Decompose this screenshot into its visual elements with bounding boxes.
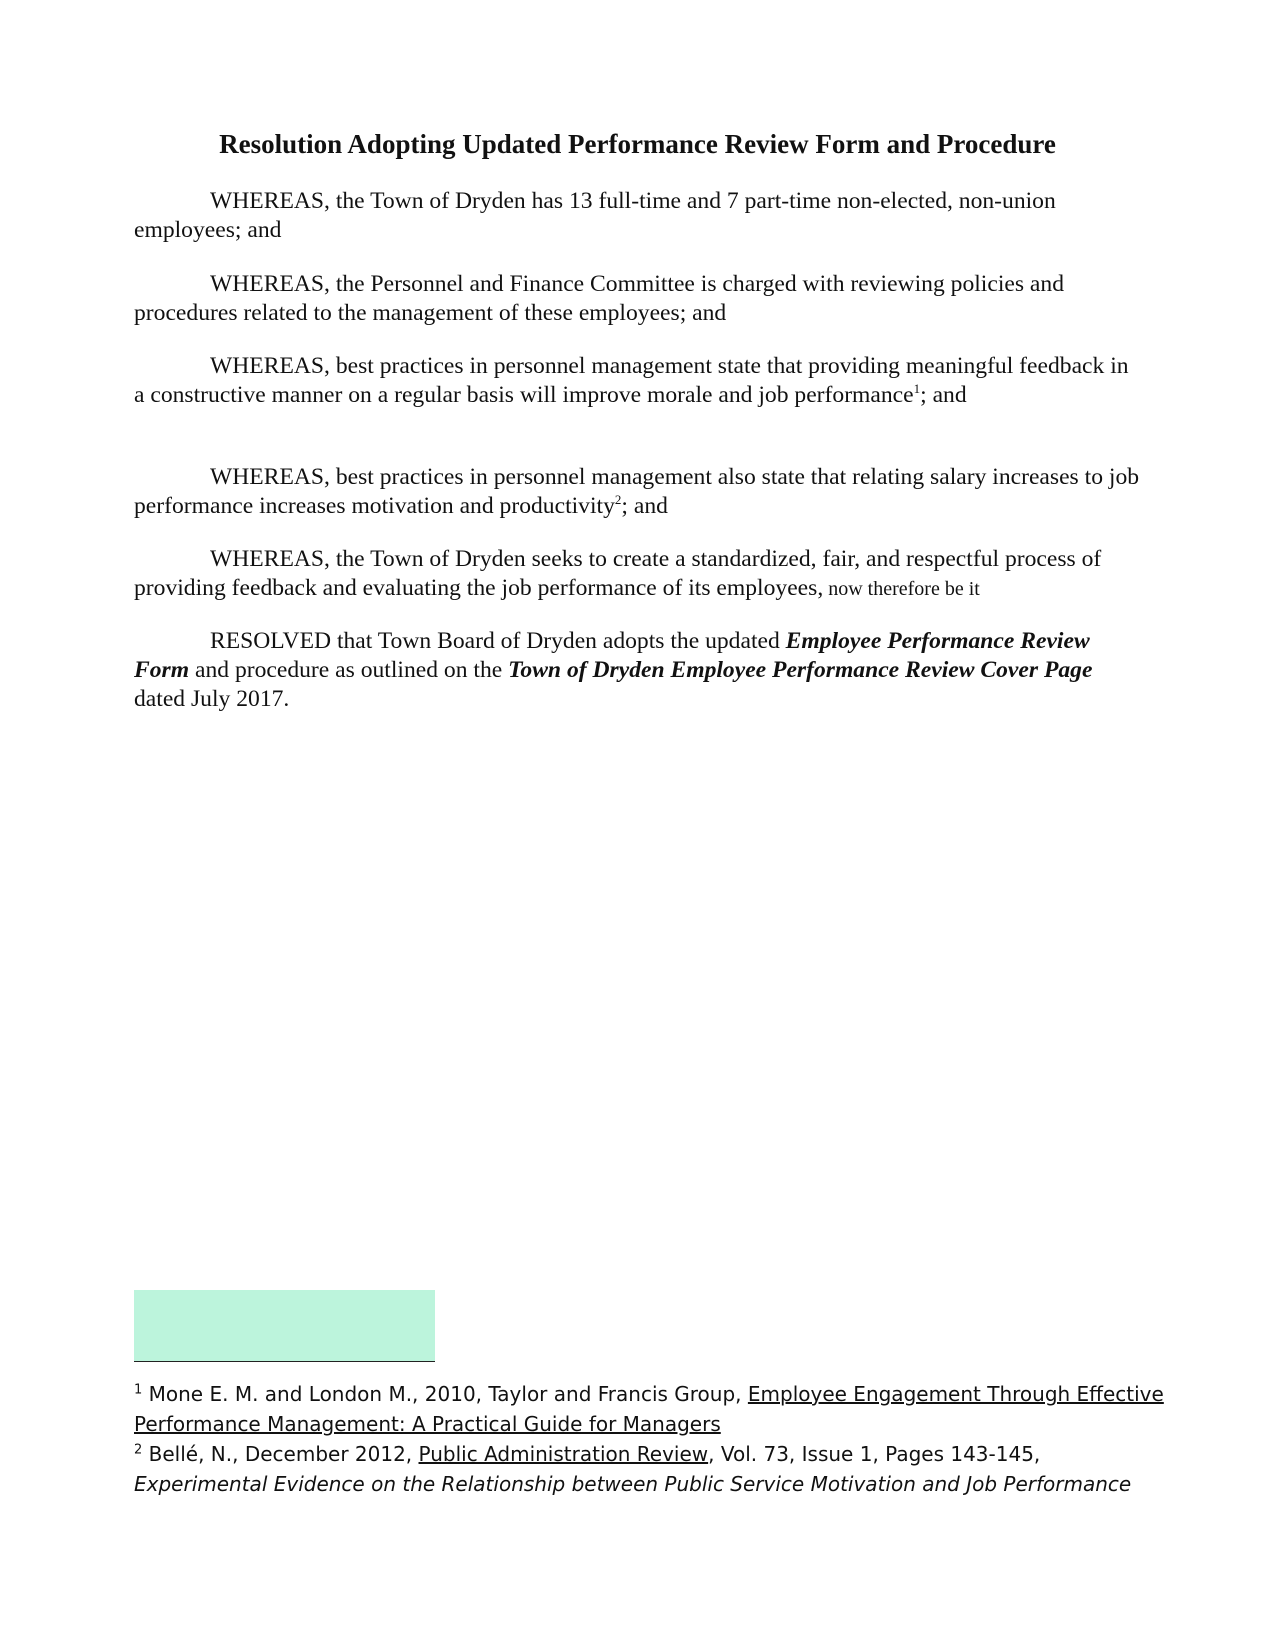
footnote-ref-1[interactable]: 1 [913, 381, 921, 397]
form-title: Employee Performance Review Form [134, 628, 1090, 683]
footnote-2-text: Bellé, N., December 2012, [142, 1442, 419, 1466]
whereas-text-2: WHEREAS, the Personnel and Finance Committee is charged with reviewing policies and procedures related to the management of these employees; and [134, 271, 1064, 326]
footnote-2 [134, 1439, 1174, 1499]
footnote-1-book-title: Employee Engagement Through Effective Performance Management: A Practical Guide for Managers [134, 1382, 1164, 1436]
footnote-2-article-title: Experimental Evidence on the Relationship between Public Service Motivation and Job Performance [134, 1472, 1132, 1496]
whereas-text-3: WHEREAS, best practices in personnel management state that providing meaningful feedback in a constructive manner on a regular basis will improve morale and job performance [134, 353, 1129, 408]
whereas-text-4: WHEREAS, best practices in personnel management also state that relating salary increases to job performance increases motivation and productivity [134, 464, 1140, 519]
resolved-paragraph [134, 627, 1144, 714]
footnote-2-journal: Public Administration Review [418, 1442, 709, 1466]
whereas-text-5: WHEREAS, the Town of Dryden seeks to create a standardized, fair, and respectful process of providing feedback and evaluating the job performance of its employees, [134, 546, 1102, 601]
footnote-1 [134, 1379, 1174, 1439]
cover-page-title: Town of Dryden Employee Performance Review Cover Page [508, 657, 1093, 683]
footnote-separator [134, 1361, 435, 1362]
highlight-box [134, 1290, 435, 1362]
footnote-1-text: Mone E. M. and London M., 2010, Taylor and Francis Group, [142, 1382, 748, 1406]
whereas-paragraph-4 [134, 463, 1144, 521]
footnote-number-2: 2 [134, 1442, 143, 1458]
resolved-text-tail: dated July 2017. [134, 686, 290, 712]
whereas-paragraph-3 [134, 352, 1144, 410]
footnote-2-details: , Vol. 73, Issue 1, Pages 143-145, [708, 1442, 1041, 1466]
whereas-text-1: WHEREAS, the Town of Dryden has 13 full-time and 7 part-time non-elected, non-union employees; and [134, 188, 1056, 243]
whereas-text-5-tail: now therefore be it [823, 578, 980, 600]
footnote-number-1: 1 [134, 1382, 143, 1398]
footnote-ref-2[interactable]: 2 [614, 492, 622, 508]
whereas-paragraph-2 [134, 270, 1144, 328]
resolved-text-mid: and procedure as outlined on the [189, 657, 509, 683]
whereas-paragraph-5 [134, 545, 1144, 604]
whereas-text-4-tail: ; and [621, 493, 668, 519]
whereas-paragraph-1 [134, 187, 1144, 245]
resolution-title: Resolution Adopting Updated Performance Review Form and Procedure [219, 129, 1056, 159]
resolved-text: RESOLVED that Town Board of Dryden adopts the updated [210, 628, 786, 654]
whereas-text-3-tail: ; and [920, 382, 967, 408]
